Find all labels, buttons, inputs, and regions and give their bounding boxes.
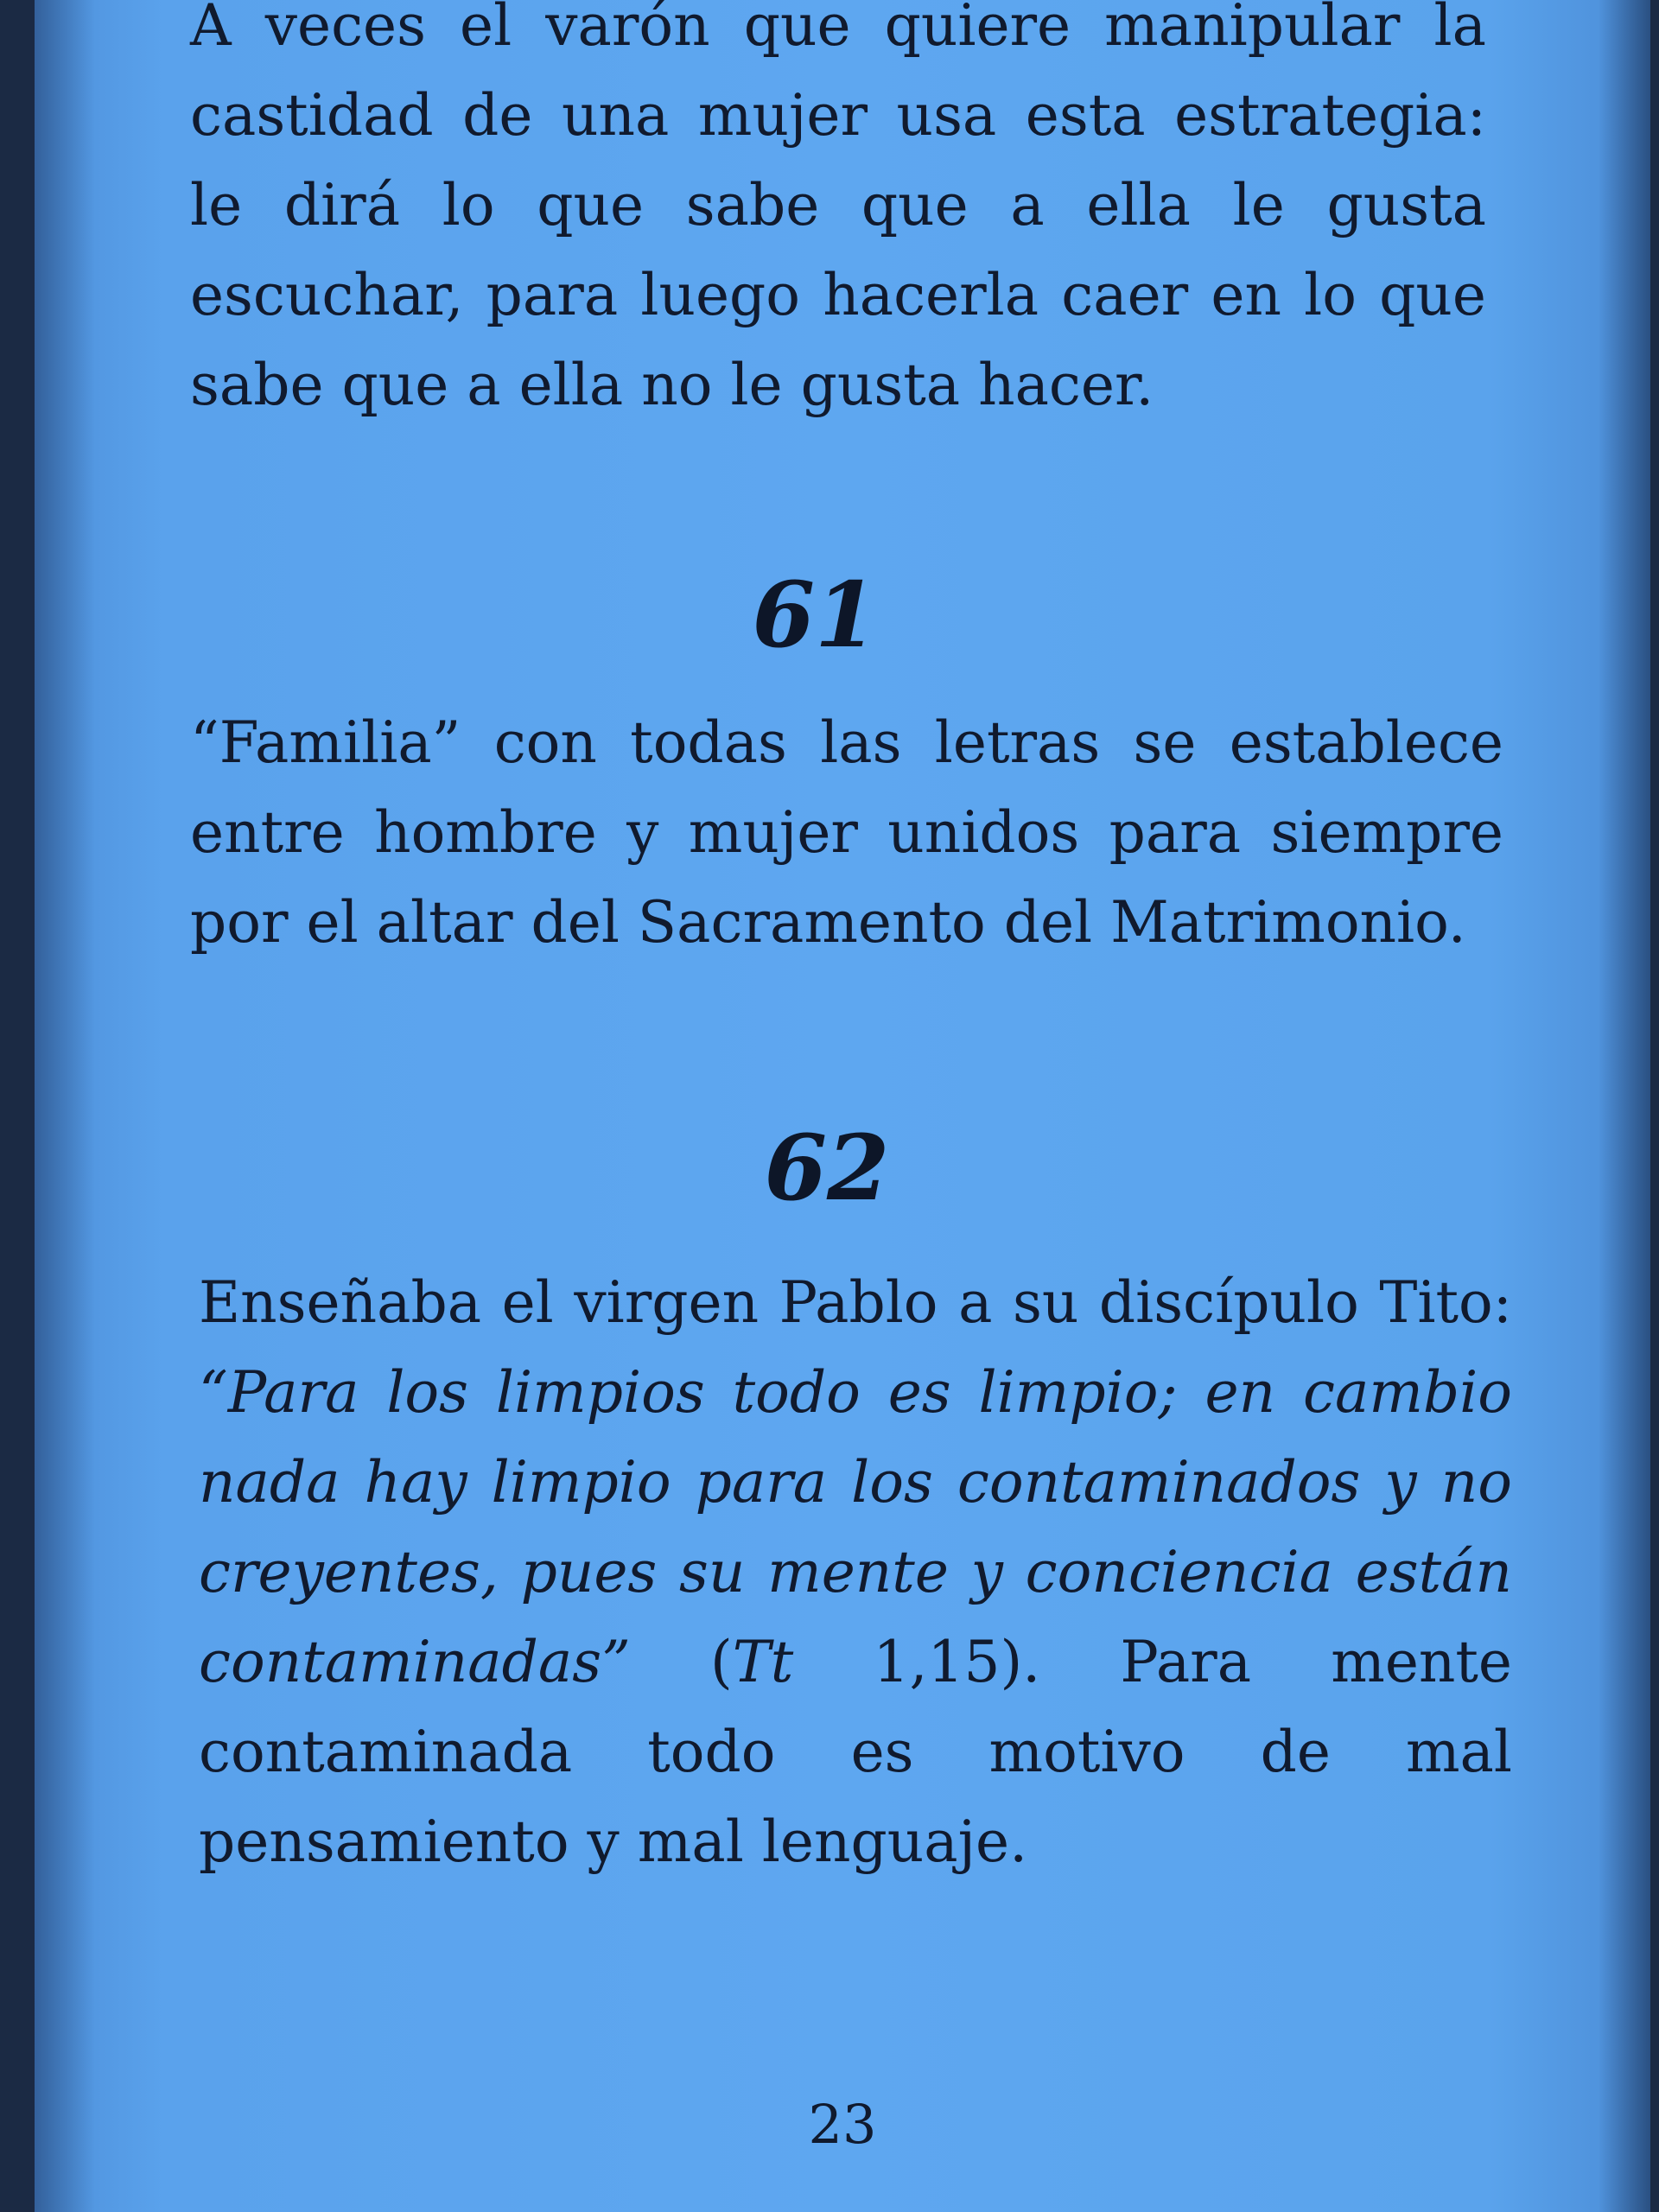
section-number-61: 61 (752, 562, 878, 668)
paragraph-62-ref-open: ( (630, 1629, 733, 1695)
paragraph-61: “Familia” con todas las letras se establece entre hombre y mujer unidos para siempre por el altar del Sacramento del Matrimonio. (190, 709, 1503, 956)
page-number: 23 (808, 2093, 877, 2156)
book-page (35, 0, 1650, 2212)
paragraph-62-ref-rest: 1,15). Para mente contaminada todo es motivo de mal pensamiento y mal lenguaje. (199, 1629, 1512, 1875)
section-number-62: 62 (764, 1115, 890, 1221)
paragraph-62-intro: Enseñaba el virgen Pablo a su discípulo Tito: (199, 1269, 1512, 1336)
paragraph-top: A veces el varón que quiere manipular la castidad de una mujer usa esta estrategia: le dirá lo que sabe que a ella le gusta escuchar, para luego hacerla caer en lo que sabe que a ella no le gusta hacer. (190, 0, 1486, 418)
paragraph-62 (199, 1258, 1512, 1887)
paragraph-62-quote: “Para los limpios todo es limpio; en cambio nada hay limpio para los contaminados y no creyentes, pues su mente y conciencia están contaminadas” (199, 1359, 1512, 1695)
paragraph-62-ref-book: Tt (732, 1629, 794, 1695)
